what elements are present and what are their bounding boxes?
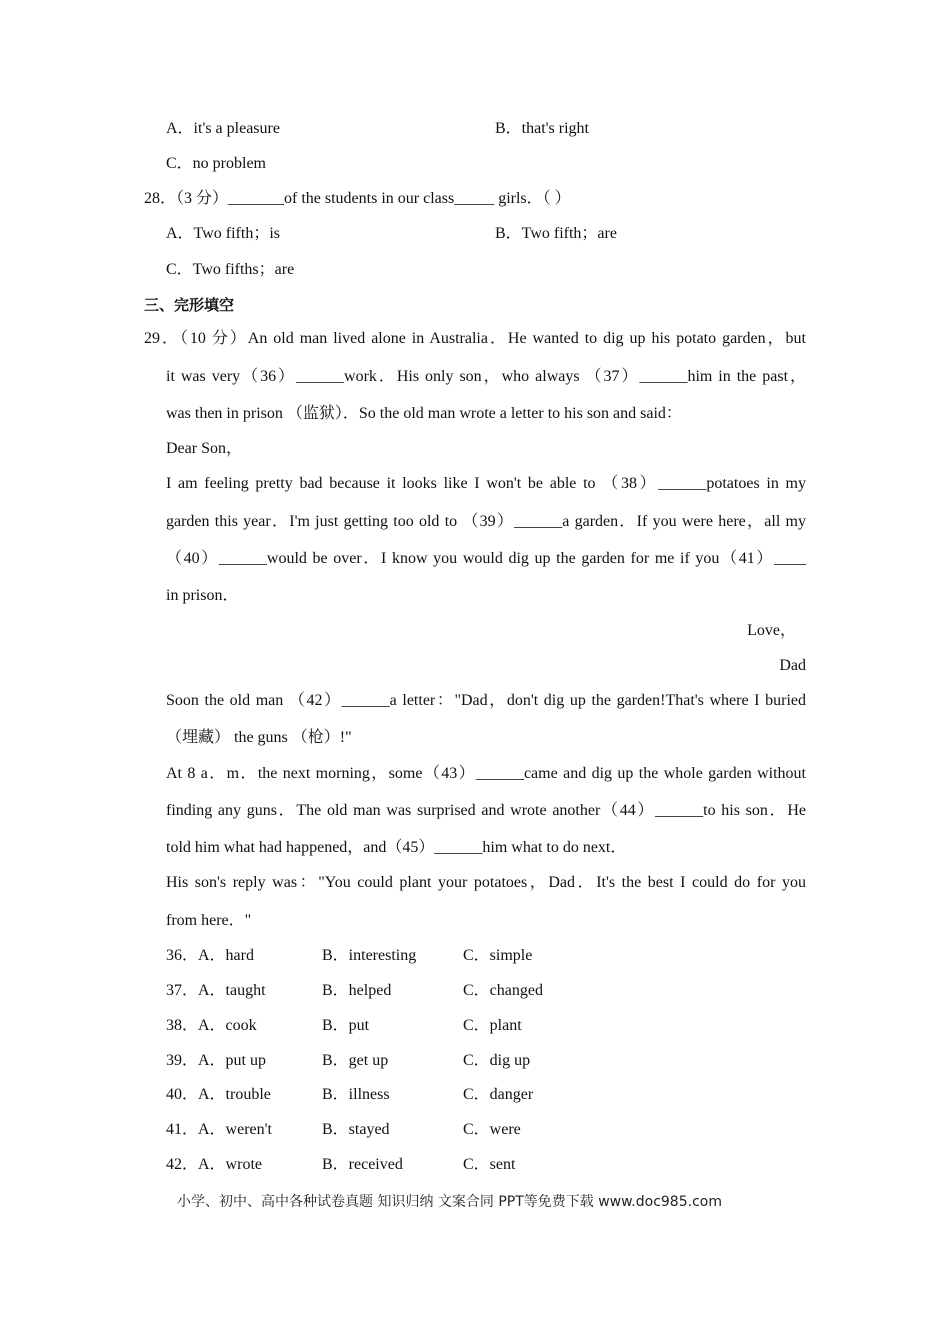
passage-line-12: （埋藏） the guns （枪）!" bbox=[166, 729, 352, 746]
question-37-option-a: 37．A．taught bbox=[166, 982, 266, 999]
letter-closing: Love， bbox=[747, 622, 796, 639]
question-38-option-a: 38．A．cook bbox=[166, 1017, 257, 1034]
q28-option-b: B．Two fifth；are bbox=[495, 225, 617, 242]
q28-option-c: C．Two fifths；are bbox=[166, 261, 295, 278]
q28-option-a: A．Two fifth；is bbox=[166, 225, 280, 242]
question-39-option-c: C．dig up bbox=[463, 1052, 531, 1069]
question-36-option-b: B．interesting bbox=[322, 947, 417, 964]
passage-line-6: garden this year．I'm just getting too old to （39）______a garden．If you were here，all my bbox=[166, 513, 806, 530]
passage-line-5: I am feeling pretty bad because it looks like I won't be able to （38）______potatoes in my bbox=[166, 475, 806, 492]
question-37-option-b: B．helped bbox=[322, 982, 392, 999]
question-39-option-b: B．get up bbox=[322, 1052, 389, 1069]
question-41-option-a: 41．A．weren't bbox=[166, 1121, 272, 1138]
question-39-option-a: 39．A．put up bbox=[166, 1052, 267, 1069]
question-36-option-a: 36．A．hard bbox=[166, 947, 254, 964]
section-heading: 三、完形填空 bbox=[144, 296, 235, 314]
passage-line-3: was then in prison （监狱）．So the old man wrote a letter to his son and said： bbox=[166, 405, 682, 422]
passage-line-1: 29．（10 分）An old man lived alone in Australia．He wanted to dig up his potato garden，but bbox=[144, 330, 806, 347]
passage-line-15: told him what had happened，and（45）______him what to do next． bbox=[166, 839, 627, 856]
passage-line-17: from here．" bbox=[166, 912, 252, 929]
passage-line-2: it was very（36）______work．His only son，who always （37）______him in the past， bbox=[166, 368, 806, 385]
question-38-option-b: B．put bbox=[322, 1017, 370, 1034]
question-40-option-b: B．illness bbox=[322, 1086, 390, 1103]
question-41-option-c: C．were bbox=[463, 1121, 521, 1138]
passage-line-16: His son's reply was："You could plant your potatoes，Dad．It's the best I could do for you bbox=[166, 874, 806, 891]
q27-option-b: B．that's right bbox=[495, 120, 589, 137]
footer-watermark: 小学、初中、高中各种试卷真题 知识归纳 文案合同 PPT等免费下载 www.doc985.com bbox=[177, 1194, 722, 1210]
question-42-option-a: 42．A．wrote bbox=[166, 1156, 262, 1173]
passage-line-4: Dear Son， bbox=[166, 440, 242, 457]
question-42-option-b: B．received bbox=[322, 1156, 403, 1173]
letter-signature: Dad bbox=[779, 657, 806, 674]
q27-option-a: A．it's a pleasure bbox=[166, 120, 280, 137]
question-36-option-c: C．simple bbox=[463, 947, 533, 964]
passage-line-11: Soon the old man （42）______a letter："Dad，don't dig up the garden!That's where I buried bbox=[166, 692, 806, 709]
question-41-option-b: B．stayed bbox=[322, 1121, 390, 1138]
question-38-option-c: C．plant bbox=[463, 1017, 522, 1034]
question-37-option-c: C．changed bbox=[463, 982, 543, 999]
q27-option-c: C．no problem bbox=[166, 155, 266, 172]
question-40-option-c: C．danger bbox=[463, 1086, 534, 1103]
passage-line-7: （40）______would be over．I know you would dig up the garden for me if you（41）____ bbox=[166, 550, 806, 567]
question-40-option-a: 40．A．trouble bbox=[166, 1086, 271, 1103]
passage-line-13: At 8 a．m．the next morning，some（43）______came and dig up the whole garden without bbox=[166, 765, 806, 782]
passage-line-14: finding any guns．The old man was surprised and wrote another（44）______to his son．He bbox=[166, 802, 806, 819]
passage-line-8: in prison． bbox=[166, 587, 239, 604]
question-42-option-c: C．sent bbox=[463, 1156, 516, 1173]
q28-stem: 28．（3 分）_______of the students in our class_____ girls．（ ） bbox=[144, 190, 571, 207]
